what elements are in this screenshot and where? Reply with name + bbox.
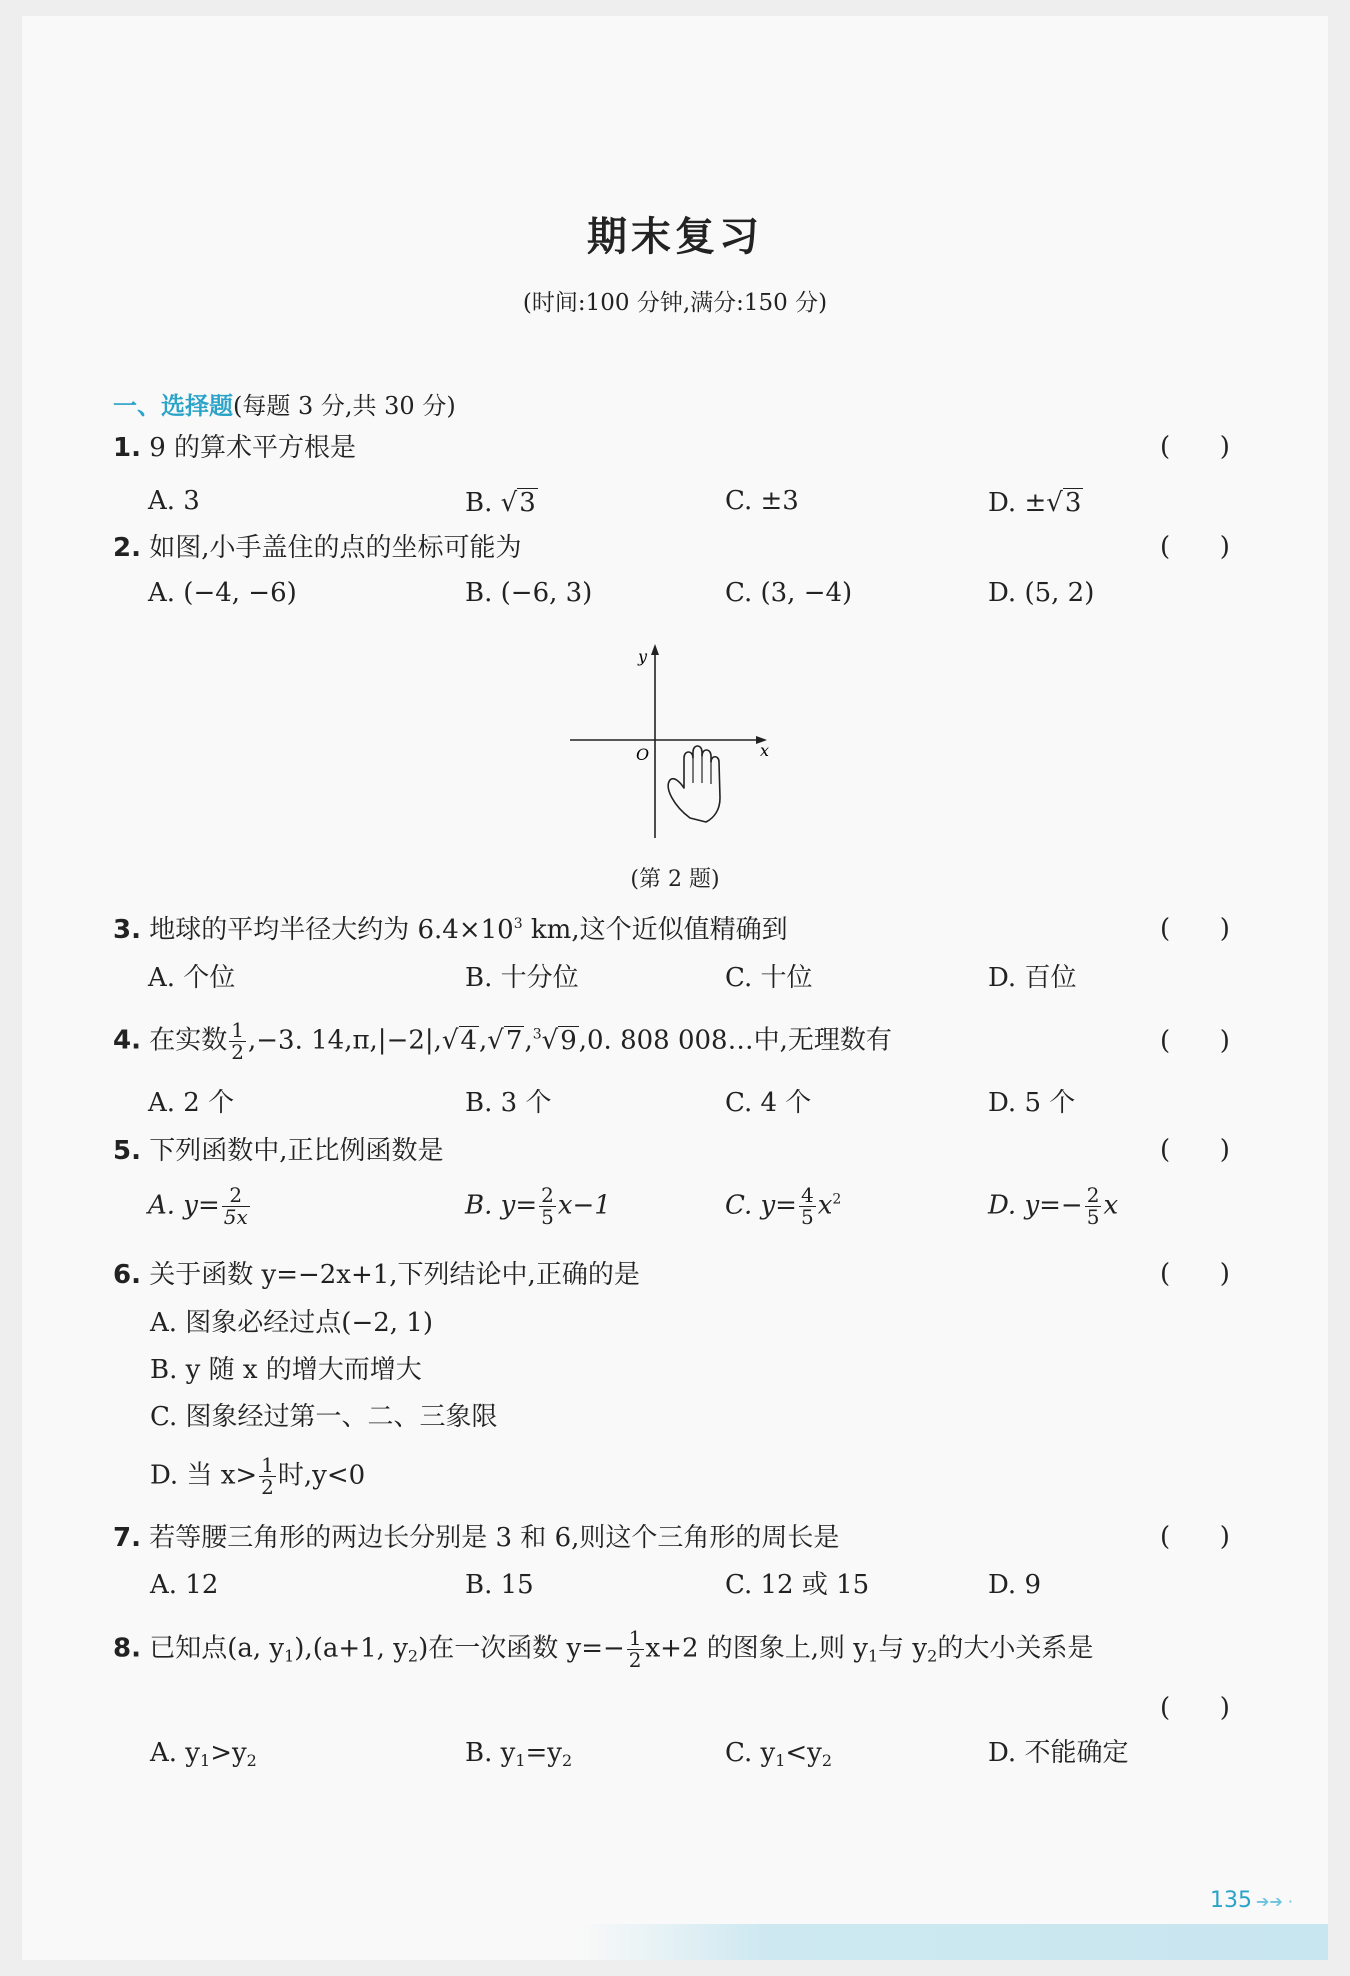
question-5: 5. 下列函数中,正比例函数是 (113, 1136, 444, 1166)
option-8a: A. $y_1>y_2$ (150, 1738, 257, 1770)
option-1c: C. ±3 (725, 486, 799, 516)
option-6a: A. 图象必经过点(−2, 1) (150, 1308, 433, 1338)
answer-blank-1: ( ) (1160, 432, 1230, 462)
question-8: 8. 已知点(a, $y_1),(a+1$, $y_2$)在一次函数 y=− $\frac{1}{2}$ x+2 的图象上,则 $y_1$与 $y_2$的大小关系是 (113, 1626, 1094, 1672)
answer-blank-7: ( ) (1160, 1522, 1230, 1552)
option-8c: C. $y_1<y_2$ (725, 1738, 833, 1770)
option-1a: A. 3 (148, 486, 200, 516)
answer-blank-8: ( ) (1160, 1693, 1230, 1723)
option-3d: D. 百位 (988, 963, 1077, 993)
option-2a: A. (−4, −6) (148, 578, 297, 608)
option-5c: C. y= $\frac{4}{5}$ $x^2$ (725, 1183, 842, 1229)
option-7d: D. 9 (988, 1570, 1041, 1600)
origin-label: O (636, 745, 650, 764)
question-4: 4. 在实数 $\frac{1}{2}$ ,−3. 14,π,|−2|,√4,√7,$^3$√9,0. 808 008…中,无理数有 (113, 1018, 892, 1064)
option-5a: A. y= $\frac{2}{5x}$ (148, 1183, 248, 1229)
y-axis-label: y (638, 647, 648, 666)
option-5d: D. y=− $\frac{2}{5}$ x (988, 1183, 1119, 1229)
option-3c: C. 十位 (725, 963, 813, 993)
option-8b: B. $y_1=y_2$ (465, 1738, 573, 1770)
x-axis-label: x (760, 741, 770, 760)
section-note: (每题 3 分,共 30 分) (233, 392, 456, 420)
question-3: 3. 地球的平均半径大约为 $6.4\times 10^3$ km,这个近似值精确到 (113, 915, 788, 945)
question-6: 6. 关于函数 y=−2x+1,下列结论中,正确的是 (113, 1260, 640, 1290)
figure-caption: (第 2 题) (630, 867, 720, 892)
option-4b: B. 3 个 (465, 1088, 552, 1118)
answer-blank-5: ( ) (1160, 1135, 1230, 1165)
option-2b: B. (−6, 3) (465, 578, 593, 608)
option-8d: D. 不能确定 (988, 1738, 1129, 1768)
option-2c: C. (3, −4) (725, 578, 853, 608)
option-6d: D. 当 x> $\frac{1}{2}$ 时,y<0 (150, 1453, 366, 1499)
option-2d: D. (5, 2) (988, 578, 1095, 608)
option-7c: C. 12 或 15 (725, 1570, 870, 1600)
option-7a: A. 12 (150, 1570, 219, 1600)
option-7b: B. 15 (465, 1570, 534, 1600)
next-arrow-icon: ➔➔ · (1256, 1892, 1293, 1911)
page-title: 期末复习 (587, 213, 763, 260)
option-3a: A. 个位 (148, 963, 236, 993)
answer-blank-6: ( ) (1160, 1259, 1230, 1289)
option-4d: D. 5 个 (988, 1088, 1076, 1118)
option-1b: B. √3 (465, 488, 536, 518)
option-4a: A. 2 个 (148, 1088, 235, 1118)
option-1d: D. ±√3 (988, 488, 1082, 518)
option-6b: B. y 随 x 的增大而增大 (150, 1355, 422, 1385)
option-3b: B. 十分位 (465, 963, 579, 993)
option-6c: C. 图象经过第一、二、三象限 (150, 1402, 498, 1432)
coordinate-figure (560, 638, 780, 848)
option-5b: B. y= $\frac{2}{5}$ x−1 (465, 1183, 611, 1229)
y-axis-arrow (651, 644, 659, 655)
page-number: 135 ➔➔ · (1210, 1888, 1293, 1913)
question-1: 1. 9 的算术平方根是 (113, 433, 357, 463)
answer-blank-3: ( ) (1160, 914, 1230, 944)
section-heading (113, 386, 456, 421)
footer-band (580, 1924, 1328, 1960)
answer-blank-2: ( ) (1160, 532, 1230, 562)
hand-icon (668, 746, 720, 822)
section-label: 一、选择题 (113, 391, 233, 420)
answer-blank-4: ( ) (1160, 1026, 1230, 1056)
question-7: 7. 若等腰三角形的两边长分别是 3 和 6,则这个三角形的周长是 (113, 1523, 840, 1553)
exam-info: (时间:100 分钟,满分:150 分) (522, 290, 828, 316)
question-2: 2. 如图,小手盖住的点的坐标可能为 (113, 533, 522, 563)
option-4c: C. 4 个 (725, 1088, 812, 1118)
